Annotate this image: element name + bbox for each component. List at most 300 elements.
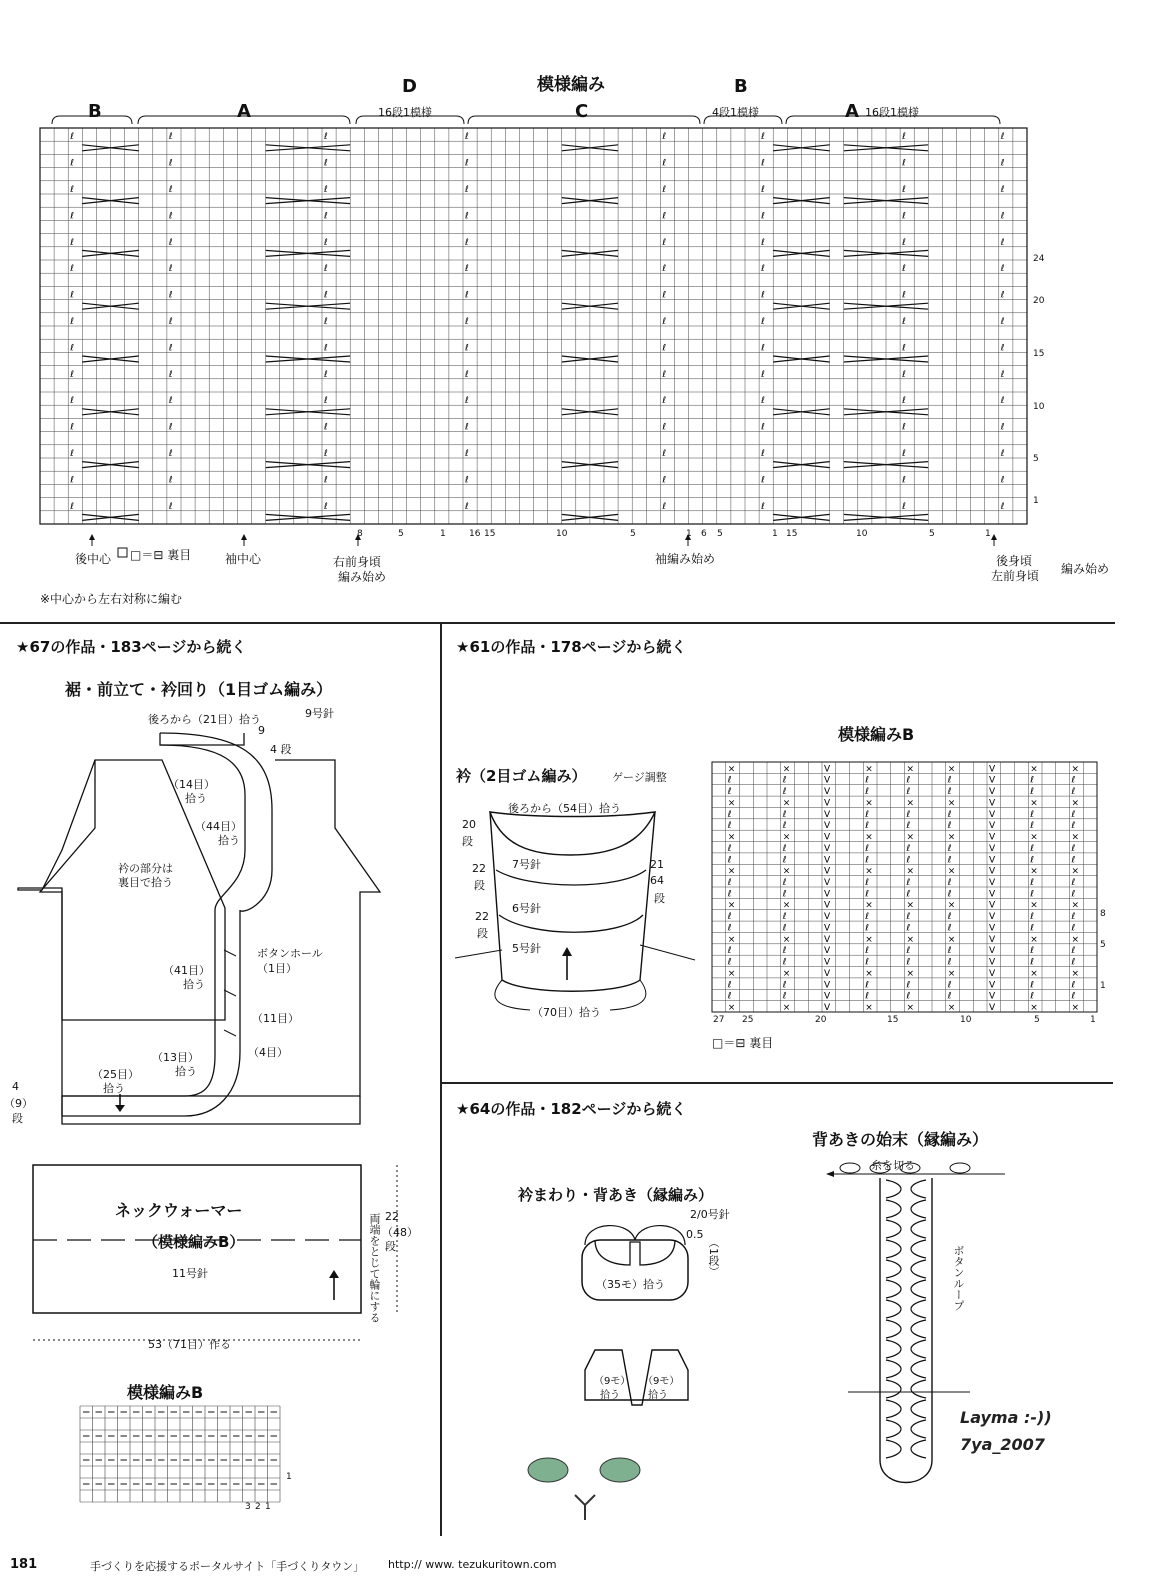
twist-stitch-symbol: ℓ [70,369,74,380]
collar-note: ゲージ調整 [612,771,667,784]
left-heading: ★67の作品・183ページから続く [16,638,247,656]
neck-edge-dan: （1段） [707,1237,720,1277]
twist-stitch-symbol: ℓ [662,237,667,248]
stitch-symbol: V [824,878,831,888]
stitch-symbol: × [782,832,791,843]
stitch-symbol: ℓ [1030,809,1034,820]
twist-stitch-symbol: ℓ [168,475,173,486]
stitch-symbol: ℓ [865,980,869,991]
row-num-20: 20 [1033,296,1045,306]
page-number: 181 [10,1557,38,1572]
twist-stitch-symbol: ℓ [465,396,469,407]
stitch-symbol: ℓ [782,843,787,854]
twist-stitch-symbol: ℓ [1000,211,1005,222]
stitch-symbol: × [1030,968,1038,979]
neck-edge-diagram [540,1210,740,1410]
stitch-symbol: ℓ [906,912,911,923]
stitch-symbol: × [1071,798,1080,809]
stitch-symbol: × [727,866,736,877]
stitch-symbol: V [824,1003,831,1013]
stitch-symbol: ℓ [727,980,732,991]
twist-stitch-symbol: ℓ [761,264,765,275]
stitch-symbol: × [947,900,956,911]
stitch-symbol: × [865,832,873,843]
twist-stitch-symbol: ℓ [70,501,74,512]
stitch-symbol: × [1030,798,1038,809]
edge-loop-right [911,1240,926,1258]
stitch-symbol: V [824,991,831,1002]
twist-stitch-symbol: ℓ [902,475,906,486]
twist-stitch-symbol: ℓ [1000,343,1005,354]
stitch-symbol: ℓ [947,775,952,786]
stitch-symbol: × [1030,764,1038,775]
twist-stitch-symbol: ℓ [465,264,469,275]
stitch-symbol: V [824,980,831,991]
stitch-symbol: V [824,855,831,866]
edge-loop-left [886,1440,901,1458]
pickup-41: （41目） [163,964,210,977]
stitch-symbol: V [824,775,831,786]
twist-stitch-symbol: ℓ [761,396,765,407]
stitch-symbol: × [906,900,915,911]
stitch-symbol: × [947,934,956,945]
stitch-symbol: × [947,798,956,809]
stitch-symbol: V [989,900,996,911]
collar-note-1: 衿の部分は [118,862,173,875]
stitch-symbol: ℓ [865,775,869,786]
pattern-b-right-col-15: 15 [887,1015,899,1025]
twist-stitch-symbol: ℓ [70,237,74,248]
stitch-symbol: V [989,878,996,888]
pickup-13: （13目） [152,1051,199,1064]
edge-loop-left [886,1200,901,1218]
twist-stitch-symbol: ℓ [902,211,906,222]
bottom-num-10a: 10 [556,529,568,539]
stitch-symbol: V [989,912,996,923]
callout-arrow-head-4 [991,534,997,540]
stitch-symbol: × [1071,1003,1080,1013]
twist-stitch-symbol: ℓ [662,422,667,433]
stitch-symbol: V [824,923,831,934]
stitch-symbol: V [824,798,831,809]
back-opening-title: 背あきの始末（縁編み） [812,1130,989,1149]
collar-dan-2: 段 [474,879,485,892]
twist-stitch-symbol: ℓ [761,449,765,459]
collar-needle-7: 7号針 [512,858,541,871]
twist-stitch-symbol: ℓ [324,501,328,512]
twist-stitch-symbol: ℓ [1000,475,1005,486]
needle-9: 9号針 [305,707,334,720]
stitch-symbol: × [906,764,915,775]
top-chart-title: 模様編み [537,75,605,95]
callout-right-front: 右前身頃 [333,555,382,569]
twist-stitch-symbol: ℓ [662,449,667,459]
collar-rows-22b: 22 [475,910,489,923]
pattern-b-right-col-25: 25 [742,1015,754,1025]
twist-stitch-symbol: ℓ [324,343,328,354]
section-bracket-2 [356,116,464,124]
twist-stitch-symbol: ℓ [662,369,667,380]
neck-warmer-sub: （模様編みB） [143,1233,245,1251]
stitch-symbol: ℓ [947,787,952,798]
stitch-symbol: V [989,991,996,1002]
twist-stitch-symbol: ℓ [324,317,328,327]
callout-arrow-head-0 [89,534,95,540]
collar-needle-5: 5号針 [512,942,541,955]
bottom-num-5b: 5 [630,529,636,539]
twist-stitch-symbol: ℓ [168,185,173,195]
twist-stitch-symbol: ℓ [324,449,328,459]
stitch-symbol: ℓ [865,923,869,934]
stitch-symbol: V [989,775,996,786]
row-num-5: 5 [1033,454,1039,464]
edge-loop-left [886,1240,901,1258]
edge-loop-right [911,1380,926,1398]
edge-loop-right [911,1400,926,1418]
stitch-symbol: × [782,1003,791,1013]
pattern-b-left-num-2: 2 [255,1502,261,1512]
twist-stitch-symbol: ℓ [168,211,173,222]
stitch-symbol: V [989,787,996,798]
twist-stitch-symbol: ℓ [902,501,906,512]
twist-stitch-symbol: ℓ [168,422,173,433]
twist-stitch-symbol: ℓ [1000,185,1005,195]
twist-stitch-symbol: ℓ [1000,501,1005,512]
collar-needle-6: 6号針 [512,902,541,915]
edge-loop-left [886,1280,901,1298]
row-num-24: 24 [1033,254,1045,264]
repeat-note-a: 16段1模様 [865,106,919,119]
stitch-symbol: ℓ [1030,957,1034,968]
symmetric-note: ※中心から左右対称に編む [40,592,183,606]
stitch-symbol: × [782,968,791,979]
twist-stitch-symbol: ℓ [168,343,173,354]
stitch-symbol: ℓ [727,843,732,854]
stitch-symbol: ℓ [1030,843,1034,854]
stitch-symbol: × [947,1003,956,1013]
buttonhole-label: ボタンホール [257,947,323,960]
back-pick9b: （9モ） [643,1376,680,1387]
stitch-symbol: ℓ [865,787,869,798]
neck-width: 53（71目）作る [148,1338,231,1351]
section-label-c: C [575,101,589,122]
twist-stitch-symbol: ℓ [70,132,74,143]
edge-loop-right [911,1200,926,1218]
edge-loop-right [911,1440,926,1458]
edge-loop-right [911,1420,926,1438]
twist-stitch-symbol: ℓ [902,290,906,301]
stitch-symbol: × [906,832,915,843]
edge-loop-left [886,1420,901,1438]
stitch-symbol: × [947,968,956,979]
twist-stitch-symbol: ℓ [168,501,173,512]
stitch-symbol: V [824,900,831,911]
twist-stitch-symbol: ℓ [168,132,173,143]
neck-edge-needle: 2/0号針 [690,1208,730,1221]
stitch-symbol: × [947,866,956,877]
collar-rows-22a: 22 [472,862,486,875]
stitch-symbol: ℓ [865,991,869,1002]
pattern-b-right-legend: □＝⊟ 裏目 [712,1036,774,1050]
row-num-15: 15 [1033,349,1045,359]
edge-loop-right [911,1260,926,1278]
twist-stitch-symbol: ℓ [761,237,765,248]
legend-purl: □＝⊟ 裏目 [130,548,192,562]
stitch-symbol: V [989,934,996,945]
pattern-b-right-col-5: 5 [1034,1015,1040,1025]
twist-stitch-symbol: ℓ [324,396,328,407]
stitch-symbol: × [1071,866,1080,877]
top-chain-loop [900,1163,920,1173]
back-hirou-b: 拾う [648,1390,668,1401]
stitch-symbol: × [865,900,873,911]
collar-pickup-54: 後ろから（54目）拾う [508,802,621,815]
twist-stitch-symbol: ℓ [761,211,765,222]
edge-loop-right [911,1320,926,1338]
twist-stitch-symbol: ℓ [324,158,328,169]
stitch-symbol: × [865,798,873,809]
footer-text: 手づくりを応援するポータルサイト「手づくりタウン」 [90,1560,365,1573]
edge-loop-right [911,1300,926,1318]
stitch-symbol: V [989,1003,996,1013]
bottom-num-5d: 5 [929,529,935,539]
bottom-num-10b: 10 [856,529,868,539]
stitch-symbol: × [782,798,791,809]
stitch-symbol: V [824,832,831,843]
footer-url[interactable]: http:// www. tezukuritown.com [388,1558,557,1571]
stitch-symbol: × [947,764,956,775]
divider-right-horizontal [441,1082,1113,1084]
stitch-symbol: ℓ [1071,991,1076,1002]
stitch-symbol: ℓ [865,843,869,854]
twist-stitch-symbol: ℓ [1000,290,1005,301]
section-label-b2: B [734,76,748,97]
edge-loop-left [886,1300,901,1318]
twist-stitch-symbol: ℓ [465,132,469,143]
pattern-b-right-row-8: 8 [1100,909,1106,919]
stitch-symbol: ℓ [1071,889,1076,900]
stitch-symbol: ℓ [1071,957,1076,968]
right-bottom-heading: ★64の作品・182ページから続く [456,1100,687,1118]
stitch-symbol: ℓ [1030,889,1034,900]
stitch-symbol: × [865,764,873,775]
pickup-44: （44目） [195,820,242,833]
stitch-symbol: V [824,843,831,854]
twist-stitch-symbol: ℓ [324,475,328,486]
edge-loop-right [911,1360,926,1378]
neck-warmer-title: ネックウォーマー [115,1201,243,1220]
twist-stitch-symbol: ℓ [168,317,173,327]
neck-warmer-needle: 11号針 [172,1267,208,1280]
stitch-symbol: ℓ [906,843,911,854]
stitch-symbol: ℓ [782,923,787,934]
stitch-symbol: ℓ [865,912,869,923]
stitch-symbol: ℓ [1071,821,1076,832]
stitch-symbol: ℓ [1030,787,1034,798]
signature-line-1: Layma :-)) [960,1408,1052,1427]
pattern-b-right-row-1: 1 [1100,981,1106,991]
collar-rows-64: 64 [650,874,664,887]
stitch-symbol: × [865,1003,873,1013]
twist-stitch-symbol: ℓ [761,501,765,512]
bottom-num-6: 6 [701,529,707,539]
twist-stitch-symbol: ℓ [902,185,906,195]
twist-stitch-symbol: ℓ [324,369,328,380]
pickup-41-hirou: 拾う [183,978,205,991]
edge-loop-left [886,1260,901,1278]
twist-stitch-symbol: ℓ [324,264,328,275]
stitch-symbol: V [824,968,831,979]
stitch-symbol: V [824,787,831,798]
twist-stitch-symbol: ℓ [70,343,74,354]
edge-loop-left [886,1360,901,1378]
collar-dan-1: 段 [462,835,473,848]
twist-stitch-symbol: ℓ [662,343,667,354]
stitch-symbol: × [727,832,736,843]
twist-stitch-symbol: ℓ [70,475,74,486]
twist-stitch-symbol: ℓ [465,211,469,222]
stitch-symbol: V [989,889,996,900]
stitch-symbol: V [824,866,831,877]
twist-stitch-symbol: ℓ [662,158,667,169]
label-9: 9 [258,724,265,737]
twist-stitch-symbol: ℓ [902,132,906,143]
stitch-symbol: ℓ [947,889,952,900]
stitch-symbol: ℓ [865,821,869,832]
collar-dan-4: 段 [654,892,665,905]
callout-left-front: 左前身頃 [991,569,1040,583]
stitch-symbol: ℓ [1071,787,1076,798]
stitch-symbol: ℓ [727,787,732,798]
pattern-b-left-num-1: 1 [265,1502,271,1512]
stitch-symbol: ℓ [782,946,787,957]
stitch-symbol: ℓ [865,878,869,888]
stitch-symbol: V [824,946,831,957]
twist-stitch-symbol: ℓ [168,369,173,380]
twist-stitch-symbol: ℓ [168,158,173,169]
edge-loop-right [911,1180,926,1198]
callout-sleeve-center: 袖中心 [225,552,262,566]
stitch-symbol: ℓ [782,878,787,888]
stitch-symbol: V [989,832,996,843]
stitch-symbol: ℓ [782,809,787,820]
twist-stitch-symbol: ℓ [70,449,74,459]
stitch-symbol: ℓ [782,991,787,1002]
pattern-b-right-title: 模様編みB [838,725,915,744]
stitch-symbol: ℓ [1030,923,1034,934]
top-chain-loop [840,1163,860,1173]
stitch-symbol: ℓ [1030,855,1034,866]
bottom-num-1b: 1 [686,529,692,539]
stitch-symbol: × [782,934,791,945]
button-loop-note: ボタンループ [952,1245,965,1311]
stitch-symbol: ℓ [1071,878,1076,888]
stitch-symbol: ℓ [782,889,787,900]
stitch-symbol: ℓ [782,912,787,923]
pattern-b-left-grid [80,1406,300,1516]
signature-line-2: 7ya_2007 [960,1435,1045,1454]
stitch-symbol: × [727,1003,736,1013]
back-pick9a: （9モ） [594,1376,631,1387]
callout-arrow-head-1 [241,534,247,540]
edge-loop-left [886,1180,901,1198]
stitch-symbol: ℓ [906,821,911,832]
twist-stitch-symbol: ℓ [1000,132,1005,143]
pattern-b-left-row-1: 1 [286,1472,292,1482]
stitch-symbol: ℓ [947,809,952,820]
collar-rows-20: 20 [462,818,476,831]
stitch-symbol: × [865,968,873,979]
stitch-symbol: ℓ [906,855,911,866]
twist-stitch-symbol: ℓ [662,290,667,301]
twist-stitch-symbol: ℓ [465,317,469,327]
stitch-symbol: V [989,764,996,775]
stitch-symbol: × [727,764,736,775]
bottom-num-5c: 5 [717,529,723,539]
edge-loop-right [911,1280,926,1298]
section-bracket-5 [786,116,1000,124]
row-num-1: 1 [1033,496,1039,506]
twist-stitch-symbol: ℓ [902,396,906,407]
top-chart-grid [0,0,1150,600]
section-bracket-3 [468,116,700,124]
twist-stitch-symbol: ℓ [465,237,469,248]
bottom-num-1c: 1 [772,529,778,539]
stitch-symbol: ℓ [782,980,787,991]
twist-stitch-symbol: ℓ [1000,237,1005,248]
stitch-symbol: ℓ [727,809,732,820]
row-num-10: 10 [1033,402,1045,412]
stitch-symbol: ℓ [727,878,732,888]
stitch-symbol: ℓ [1071,843,1076,854]
side-rows-3: 段 [12,1112,23,1125]
twist-stitch-symbol: ℓ [761,422,765,433]
stitch-symbol: × [782,900,791,911]
twist-stitch-symbol: ℓ [1000,396,1005,407]
stitch-symbol: ℓ [1030,980,1034,991]
twist-stitch-symbol: ℓ [324,211,328,222]
stitch-symbol: V [989,980,996,991]
edge-loop-left [886,1400,901,1418]
twist-stitch-symbol: ℓ [1000,158,1005,169]
stitch-4: （4目） [248,1046,288,1059]
stitch-symbol: ℓ [906,946,911,957]
stitch-symbol: ℓ [1071,855,1076,866]
twist-stitch-symbol: ℓ [70,422,74,433]
stitch-symbol: ℓ [1030,991,1034,1002]
section-label-a1: A [237,101,251,122]
twist-stitch-symbol: ℓ [902,158,906,169]
twist-stitch-symbol: ℓ [662,317,667,327]
repeat-note-b: 4段1模様 [712,106,759,119]
collar-rows-21: 21 [650,858,664,871]
section-bracket-0 [52,116,132,124]
section-bracket-1 [138,116,350,124]
stitch-symbol: V [989,946,996,957]
stitch-symbol: V [989,923,996,934]
side-rows-2: （9） [4,1097,33,1110]
stitch-symbol: ℓ [947,855,952,866]
stitch-symbol: V [824,957,831,968]
cardigan-diagram [0,700,440,1140]
stitch-symbol: V [989,866,996,877]
twist-stitch-symbol: ℓ [70,264,74,275]
stitch-symbol: V [824,809,831,820]
stitch-symbol: × [906,934,915,945]
twist-stitch-symbol: ℓ [465,343,469,354]
twist-stitch-symbol: ℓ [761,475,765,486]
stitch-symbol: ℓ [1071,912,1076,923]
